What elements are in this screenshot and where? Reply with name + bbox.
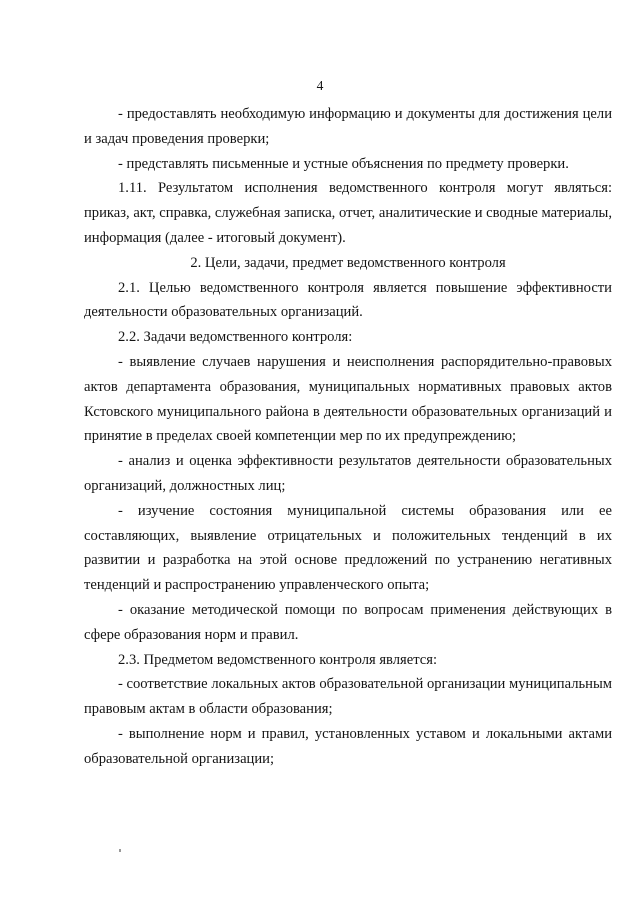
paragraph-task-violations: - выявление случаев нарушения и неисполнения распорядительно-правовых актов департамента образования, муниципальных нормативных правовых актов Кстовского муниципального района в деятельности образовательных организаций и принятие в пределах своей компетенции мер по их предупреждению; (84, 353, 612, 445)
paragraph-2-2-tasks: 2.2. Задачи ведомственного контроля: (118, 329, 353, 346)
scan-artifact-dot (119, 849, 121, 852)
paragraph-duty-explanations: - представлять письменные и устные объяснения по предмету проверки. (118, 155, 569, 172)
paragraph-task-methodical-help: - оказание методической помощи по вопросам применения действующих в сфере образования норм и правил. (84, 601, 612, 643)
paragraph-2-3-subject: 2.3. Предметом ведомственного контроля является: (118, 651, 438, 668)
paragraph-subject-norms: - выполнение норм и правил, установленных уставом и локальными актами образовательной организации; (84, 725, 612, 767)
page-number: 4 (316, 78, 324, 93)
document-body (84, 102, 612, 772)
paragraph-task-study-system: - изучение состояния муниципальной системы образования или ее составляющих, выявление отрицательных и положительных тенденций в их развитии и разработка на этой основе предложений по устранению негативных тенденций и распространению управленческого опыта; (84, 502, 612, 594)
paragraph-2-1-goal: 2.1. Целью ведомственного контроля является повышение эффективности деятельности образовательных организаций. (84, 279, 612, 321)
paragraph-1-11-result: 1.11. Результатом исполнения ведомственного контроля могут являться: приказ, акт, справка, служебная записка, отчет, аналитические и сводные материалы, информация (далее - итоговый документ). (84, 180, 613, 246)
paragraph-duty-provide-information: - предоставлять необходимую информацию и документы для достижения цели и задач проведения проверки; (84, 106, 612, 147)
paragraph-subject-local-acts: - соответствие локальных актов образовательной организации муниципальным правовым актам в области образования; (84, 676, 612, 718)
paragraph-task-analysis: - анализ и оценка эффективности результатов деятельности образовательных организаций, должностных лиц; (84, 453, 612, 494)
section-2-heading: 2. Цели, задачи, предмет ведомственного контроля (190, 254, 506, 271)
